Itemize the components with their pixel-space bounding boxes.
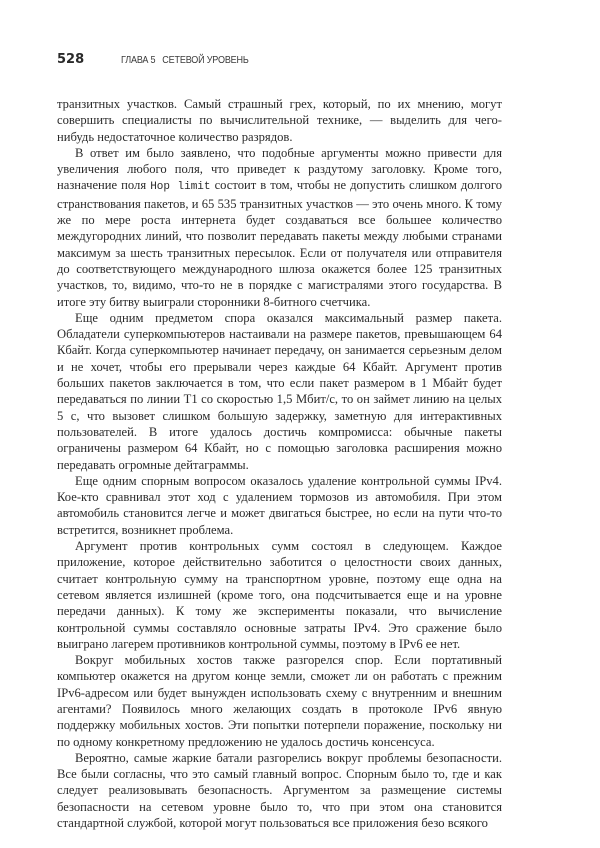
paragraph: Еще одним спорным вопросом оказалось удаление контрольной суммы IPv4. Кое-кто сравнивал этот ход с удалением тормозов из автомобиля. При этом автомобиль становится легче и может двигаться быстрее, но если на пути что-то встретится, возникнет проблема. (57, 473, 502, 537)
inline-code: Hop limit (150, 181, 211, 194)
paragraph-text: В ответ им было заявлено, что подобные аргументы можно привести для увеличения любого поля, что приведет к раздутому заголовку. Кроме того, назначение поля (57, 145, 502, 193)
paragraph (57, 145, 502, 310)
page-number: 528 (57, 52, 85, 67)
body-text (57, 96, 502, 831)
chapter-label: ГЛАВА 5 (121, 54, 156, 66)
section-label: СЕТЕВОЙ УРОВЕНЬ (162, 54, 249, 66)
paragraph-text: состоит в том, чтобы не допустить слишком долгого странствования пакетов, и 65 535 транзитных участков — это очень много. К тому же по мере роста интернета будет создаваться все большее количество междугородних линий, что позволит передавать пакеты между любыми странами максимум за шесть транзитных пересылок. Если от получателя или отправителя до соответствующего международного шлюза окажется более 125 транзитных участков, то, видимо, что-то не в порядке с магистралями этого государства. В итоге эту битву выиграли сторонники 8-битного счетчика. (57, 178, 502, 309)
paragraph: транзитных участков. Самый страшный грех, который, по их мнению, могут совершить специалисты по вычислительной технике, — выделить для чего-нибудь недостаточное количество разрядов. (57, 97, 502, 144)
chapter-title (121, 54, 249, 66)
paragraph: Вероятно, самые жаркие батали разгорелись вокруг проблемы безопасности. Все были согласны, что это самый главный вопрос. Спорным было то, где и как следует реализовывать безопасность. Аргументом за размещение системы безопасности на сетевом уровне было то, что при этом она становится стандартной службой, которой могут пользоваться все приложения безо всякого (57, 750, 502, 831)
paragraph: Еще одним предметом спора оказался максимальный размер пакета. Обладатели суперкомпьютеров настаивали на размере пакетов, превышающем 64 Кбайт. Когда суперкомпьютер начинает передачу, он занимается серьезным делом и не хочет, чтобы его прерывали через каждые 64 Кбайт. Аргумент против больших пакетов заключается в том, что если пакет размером в 1 Мбайт будет передаваться по линии Т1 со скоростью 1,5 Мбит/с, то он займет линию на целых 5 с, что вызовет слишком большую задержку, заметную для интерактивных пользователей. В итоге удалось достичь компромисса: обычные пакеты ограничены размером 64 Кбайт, но с помощью заголовка расширения можно передавать огромные дейтаграммы. (57, 310, 502, 472)
paragraph: Аргумент против контрольных сумм состоял в следующем. Каждое приложение, которое действительно заботится о целостности своих данных, считает контрольную сумму на транспортном уровне, поэтому еще одна на сетевом является излишней (кроме того, она подсчитывается еще и на уровне передачи данных). К тому же эксперименты показали, что вычисление контрольной суммы составляло основные затраты IPv4. Это сражение было выиграно лагерем противников контрольной суммы, поэтому в IPv6 ее нет. (57, 539, 502, 651)
running-header (57, 52, 502, 72)
book-page (57, 52, 502, 831)
paragraph: Вокруг мобильных хостов также разгорелся спор. Если портативный компьютер окажется на другом конце земли, сможет ли он работать с прежним IPv6-адресом или будет вынужден использовать схему с внутренним и внешним агентами? Появилось много желающих создать в протоколе IPv6 явную поддержку мобильных хостов. Эти попытки потерпели поражение, поскольку ни по одному конкретному предложению не удалось достичь консенсуса. (57, 653, 502, 749)
